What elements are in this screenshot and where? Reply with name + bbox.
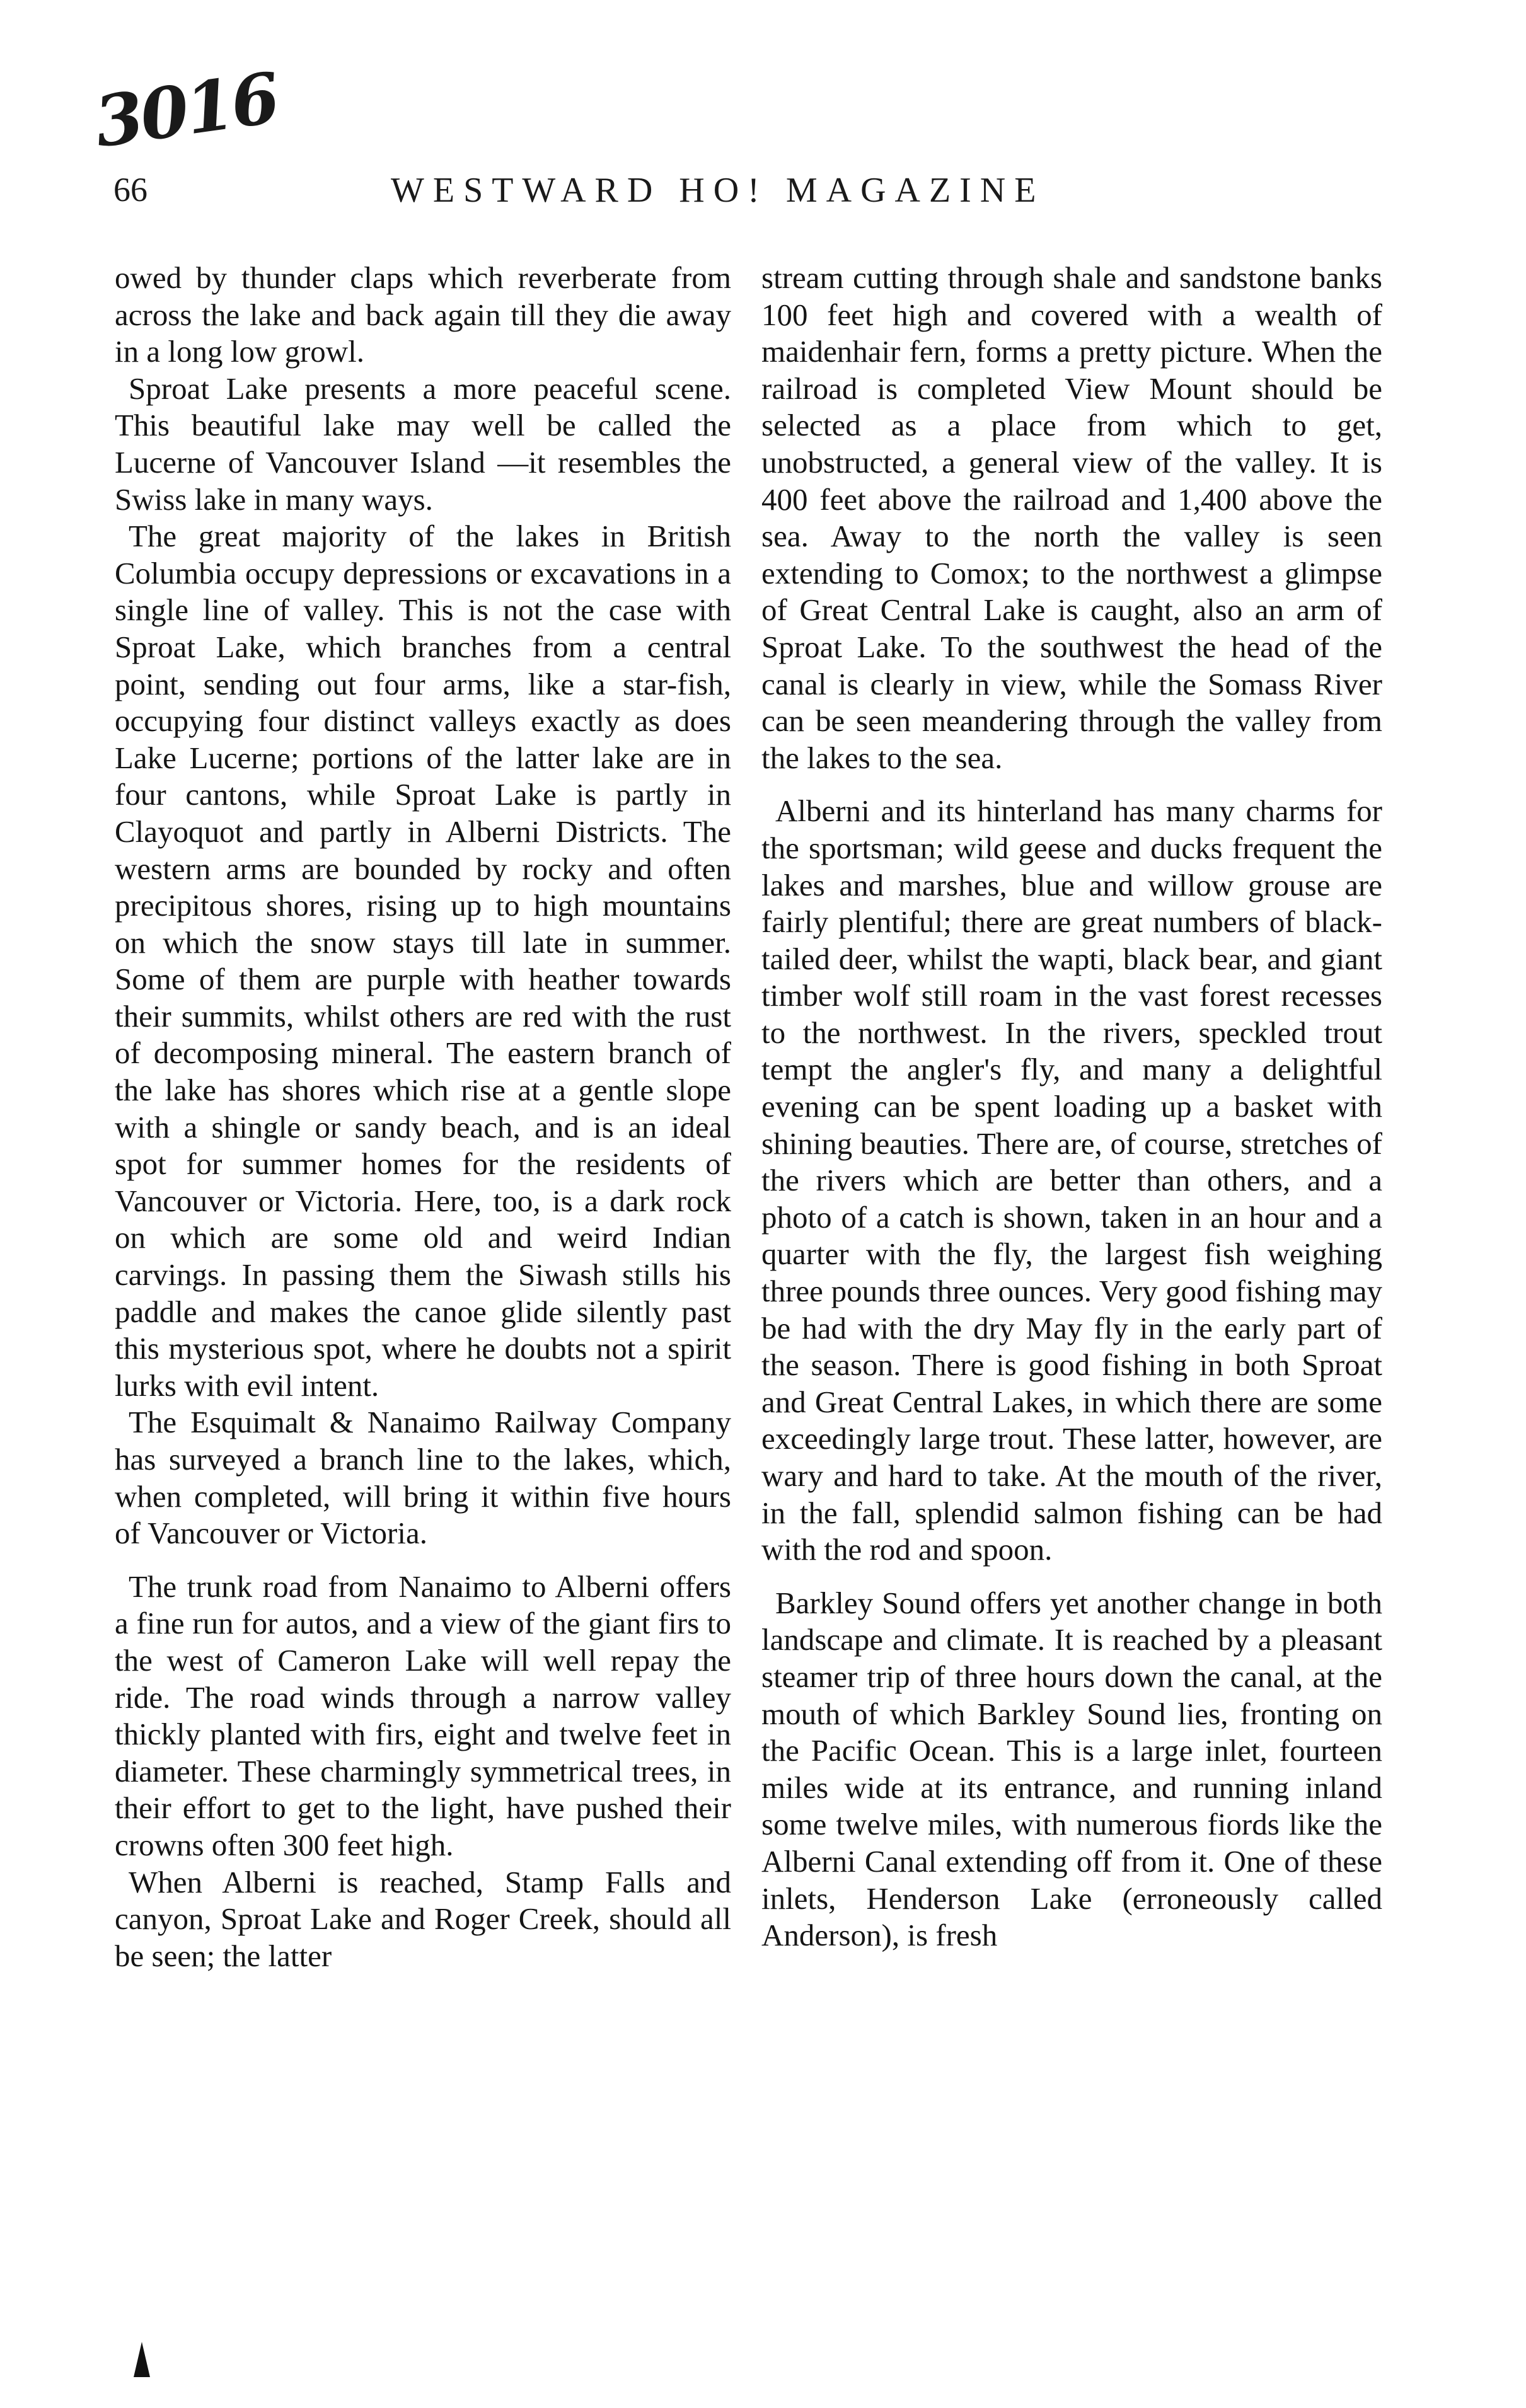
paragraph: When Alberni is reached, Stamp Falls and canyon, Sproat Lake and Roger Creek, should all be seen; the latter — [115, 1864, 731, 1973]
paragraph: The Esquimalt & Nanaimo Railway Company has surveyed a branch line to the lakes, which, when completed, will bring it within five hours of Vancouver or Victoria. — [115, 1405, 731, 1551]
handwritten-page-annotation: 3016 — [90, 57, 282, 163]
page-number: 66 — [113, 171, 147, 209]
paragraph: The great majority of the lakes in British Columbia occupy depressions or excavations in a single line of valley. This is not the case with Sproat Lake, which branches from a central point, sending out four arms, like a star-fish, occupying four distinct valleys exactly as does Lake Lucerne; portions of the latter lake are in four cantons, while Sproat Lake is partly in Clayoquot and partly in Alberni Districts. The western arms are bounded by rocky and often precipitous shores, rising up to high mountains on which the snow stays till late in summer. Some of them are purple with heather towards their summits, whilst others are red with the rust of decomposing mineral. The eastern branch of the lake has shores which rise at a gentle slope with a shingle or sandy beach, and is an ideal spot for summer homes for the residents of Vancouver or Victoria. Here, too, is a dark rock on which are some old and weird Indian carvings. In passing them the Siwash stills his paddle and makes the canoe glide silently past this mysterious spot, where he doubts not a spirit lurks with evil intent. — [115, 519, 731, 1403]
paragraph: The trunk road from Nanaimo to Alberni offers a fine run for autos, and a view of the giant firs to the west of Cameron Lake will well repay the ride. The road winds through a narrow valley thickly planted with firs, eight and twelve feet in diameter. These charmingly symmetrical trees, in their effort to get to the light, have pushed their crowns often 300 feet high. — [115, 1569, 731, 1862]
magazine-title: WESTWARD HO! MAGAZINE — [391, 171, 1045, 210]
running-header — [113, 170, 1361, 221]
right-column — [761, 260, 1382, 1954]
paragraph: stream cutting through shale and sandstone banks 100 feet high and covered with a wealth of maidenhair fern, forms a pretty picture. When the railroad is completed View Mount should be selected as a place from which to get, unobstructed, a general view of the valley. It is 400 feet above the railroad and 1,400 above the sea. Away to the north the valley is seen extending to Comox; to the northwest a glimpse of Great Central Lake is caught, also an arm of Sproat Lake. To the southwest the head of the canal is clearly in view, while the Somass River can be seen meandering through the valley from the lakes to the sea. — [761, 260, 1382, 775]
paragraph: Alberni and its hinterland has many charms for the sportsman; wild geese and ducks frequent the lakes and marshes, blue and willow grouse are fairly plentiful; there are great numbers of black-tailed deer, whilst the wapti, black bear, and giant timber wolf still roam in the vast forest recesses to the northwest. In the rivers, speckled trout tempt the angler's fly, and many a delightful evening can be spent loading up a basket with shining beauties. There are, of course, stretches of the rivers which are better than others, and a photo of a catch is shown, taken in an hour and a quarter with the fly, the largest fish weighing three pounds three ounces. Very good fishing may be had with the dry May fly in the early part of the season. There is good fishing in both Sproat and Great Central Lakes, in which there are some exceedingly large trout. These latter, however, are wary and hard to take. At the mouth of the river, in the fall, splendid salmon fishing can be had with the rod and spoon. — [761, 793, 1382, 1567]
paragraph: owed by thunder claps which reverberate from across the lake and back again till they die away in a long low growl. — [115, 260, 731, 369]
left-column — [115, 260, 731, 1974]
bottom-margin-mark-icon — [134, 2342, 150, 2377]
paragraph: Sproat Lake presents a more peaceful scene. This beautiful lake may well be called the Lucerne of Vancouver Island —it resembles the Swiss lake in many ways. — [115, 371, 731, 517]
paragraph: Barkley Sound offers yet another change in both landscape and climate. It is reached by a pleasant steamer trip of three hours down the canal, at the mouth of which Barkley Sound lies, fronting on the Pacific Ocean. This is a large inlet, fourteen miles wide at its entrance, and running inland some twelve miles, with numerous fiords like the Alberni Canal extending off from it. One of these inlets, Henderson Lake (erroneously called Anderson), is fresh — [761, 1585, 1382, 1953]
